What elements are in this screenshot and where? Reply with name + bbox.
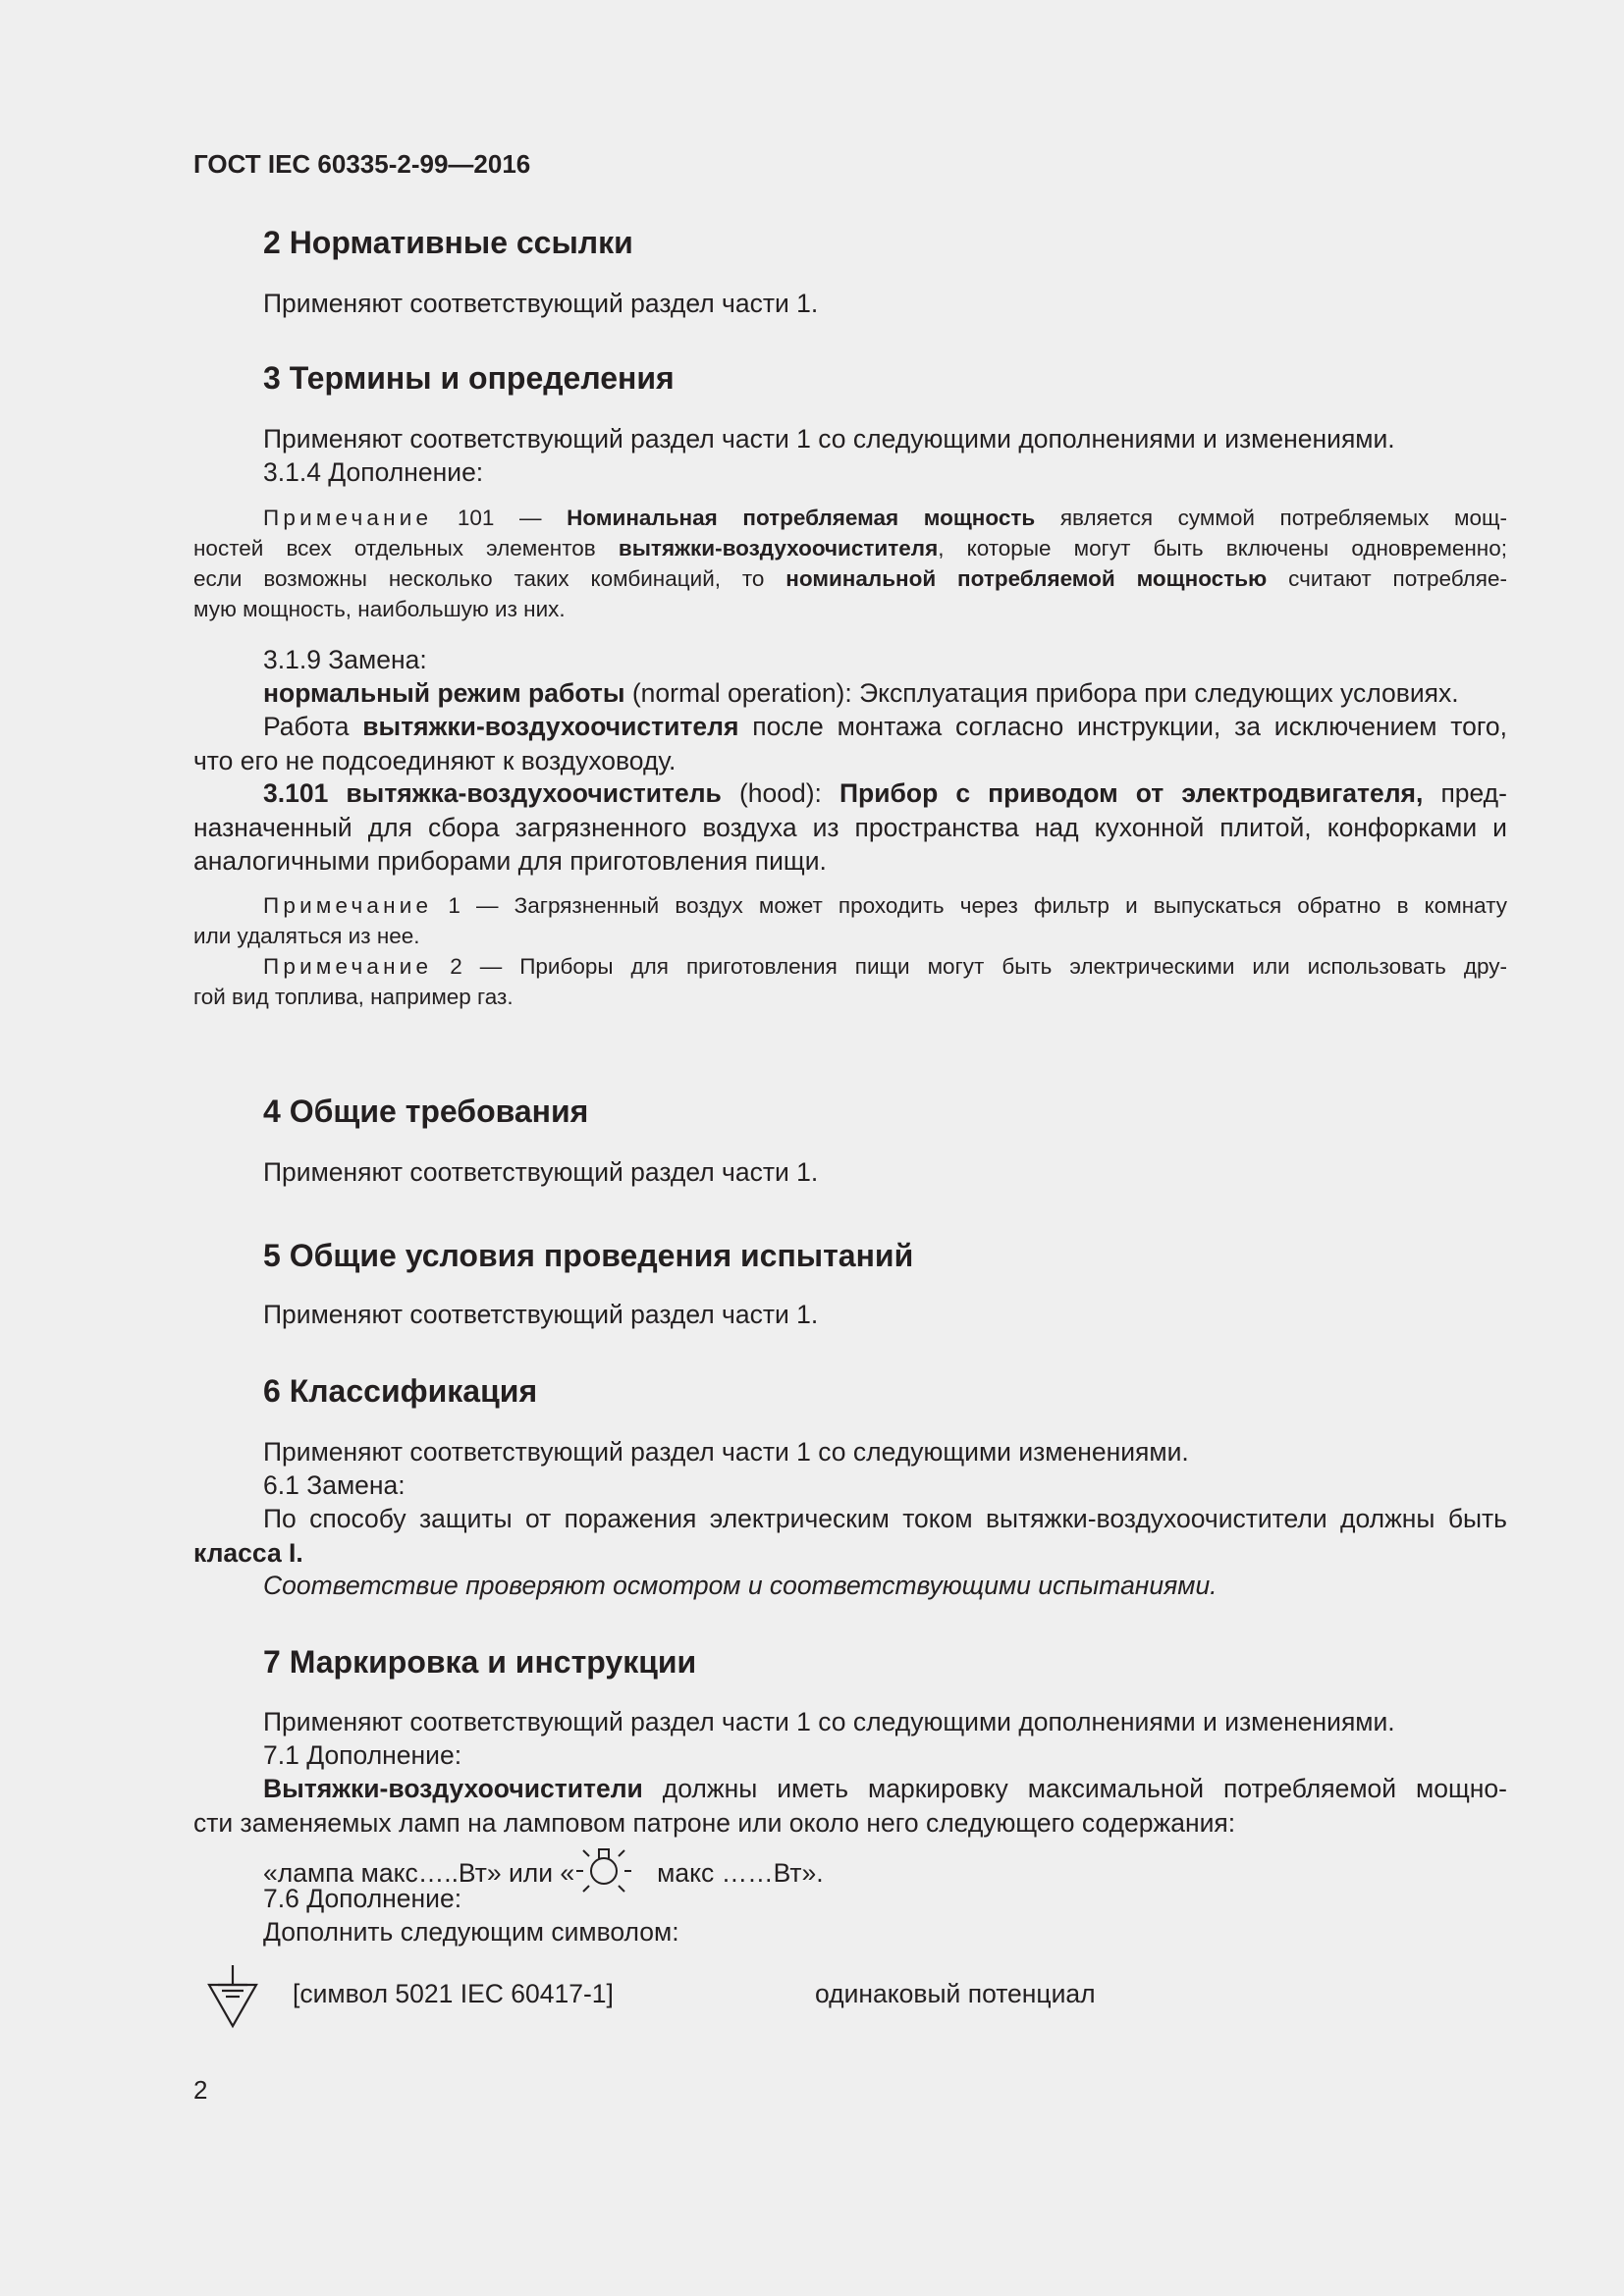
note-101-line: мую мощность, наибольшую из них. bbox=[193, 597, 566, 621]
symbol-intro-text: Дополнить следующим символом: bbox=[263, 1917, 679, 1947]
section-5-text: Применяют соответствующий раздел части 1. bbox=[263, 1300, 819, 1329]
document-header: ГОСТ IEC 60335-2-99—2016 bbox=[193, 149, 531, 179]
note-1-line: или удаляться из нее. bbox=[193, 924, 420, 948]
text-line: класса I. bbox=[193, 1537, 303, 1568]
note-1 bbox=[193, 890, 1507, 951]
note-101-line: если возможны несколько таких комбинаций, то номинальной потребляемой мощностью считают потребляе- bbox=[193, 566, 1507, 591]
note-101-line: Примечание 101 — Номинальная потребляемая мощность является суммой потребляемых мощ- bbox=[263, 506, 1508, 530]
page-number: 2 bbox=[193, 2075, 208, 2105]
clause-7-1: 7.1 Дополнение: bbox=[263, 1740, 462, 1770]
clause-7-6: 7.6 Дополнение: bbox=[263, 1884, 462, 1913]
note-1-line: Примечание 1 — Загрязненный воздух может проходить через фильтр и выпускаться обратно в комнату bbox=[263, 893, 1507, 918]
text-line: аналогичными приборами для приготовления пищи. bbox=[193, 846, 827, 876]
text-line: сти заменяемых ламп на ламповом патроне или около него следующего содержания: bbox=[193, 1807, 1236, 1838]
marking-requirement bbox=[193, 1772, 1507, 1840]
section-7-heading: 7 Маркировка и инструкции bbox=[263, 1644, 697, 1680]
section-2-heading: 2 Нормативные ссылки bbox=[263, 225, 633, 260]
compliance-check-text: Соответствие проверяют осмотром и соответствующими испытаниями. bbox=[263, 1571, 1218, 1600]
section-2-text: Применяют соответствующий раздел части 1. bbox=[263, 289, 819, 318]
lamp-marking-text-b: макс ……Вт». bbox=[657, 1857, 824, 1888]
section-6-intro: Применяют соответствующий раздел части 1 со следующими изменениями. bbox=[263, 1437, 1189, 1467]
section-4-heading: 4 Общие требования bbox=[263, 1094, 589, 1129]
symbol-meaning: одинаковый потенциал bbox=[815, 1979, 1096, 2008]
hood-operation-text bbox=[193, 710, 1507, 777]
section-3-heading: 3 Термины и определения bbox=[263, 360, 675, 396]
lamp-icon bbox=[574, 1841, 657, 1897]
lamp-marking-text-a: «лампа макс…..Вт» или « bbox=[263, 1857, 575, 1888]
note-2-line: Примечание 2 — Приборы для приготовления пищи могут быть электрическими или использовать дру- bbox=[263, 954, 1507, 979]
section-5-heading: 5 Общие условия проведения испытаний bbox=[263, 1238, 914, 1273]
clause-3-1-4: 3.1.4 Дополнение: bbox=[263, 457, 484, 487]
text-line: По способу защиты от поражения электрическим током вытяжки-воздухоочистители должны быть bbox=[263, 1504, 1507, 1533]
clause-3-1-9: 3.1.9 Замена: bbox=[263, 645, 427, 674]
definition-3-101 bbox=[193, 776, 1507, 879]
section-7-intro: Применяют соответствующий раздел части 1 со следующими дополнениями и изменениями. bbox=[263, 1707, 1395, 1736]
note-2-line: гой вид топлива, например газ. bbox=[193, 985, 514, 1009]
section-4-text: Применяют соответствующий раздел части 1. bbox=[263, 1157, 819, 1187]
class-requirement bbox=[193, 1502, 1507, 1570]
section-6-heading: 6 Классификация bbox=[263, 1373, 538, 1409]
text-line: назначенный для сбора загрязненного воздуха из пространства над кухонной плитой, конфорками и bbox=[193, 812, 1507, 842]
note-101 bbox=[193, 503, 1507, 624]
text-line: 3.101 вытяжка-воздухоочиститель (hood): Прибор с приводом от электродвигателя, пред- bbox=[263, 778, 1507, 808]
equipotentiality-icon bbox=[206, 1965, 259, 2037]
symbol-row bbox=[206, 1965, 1188, 2034]
symbol-reference: [символ 5021 IEC 60417-1] bbox=[293, 1979, 614, 2008]
note-2 bbox=[193, 951, 1507, 1012]
text-line: Работа вытяжки-воздухоочистителя после монтажа согласно инструкции, за исключением того, bbox=[263, 712, 1508, 741]
normal-operation-definition: нормальный режим работы (normal operation): Эксплуатация прибора при следующих условиях. bbox=[263, 678, 1459, 708]
text-line: Вытяжки-воздухоочистители должны иметь маркировку максимальной потребляемой мощно- bbox=[263, 1774, 1507, 1803]
text-line: что его не подсоединяют к воздуховоду. bbox=[193, 745, 677, 775]
clause-6-1: 6.1 Замена: bbox=[263, 1470, 406, 1500]
note-101-line: ностей всех отдельных элементов вытяжки-воздухоочистителя, которые могут быть включены одновременно; bbox=[193, 536, 1507, 561]
section-3-intro: Применяют соответствующий раздел части 1 со следующими дополнениями и изменениями. bbox=[263, 424, 1395, 454]
